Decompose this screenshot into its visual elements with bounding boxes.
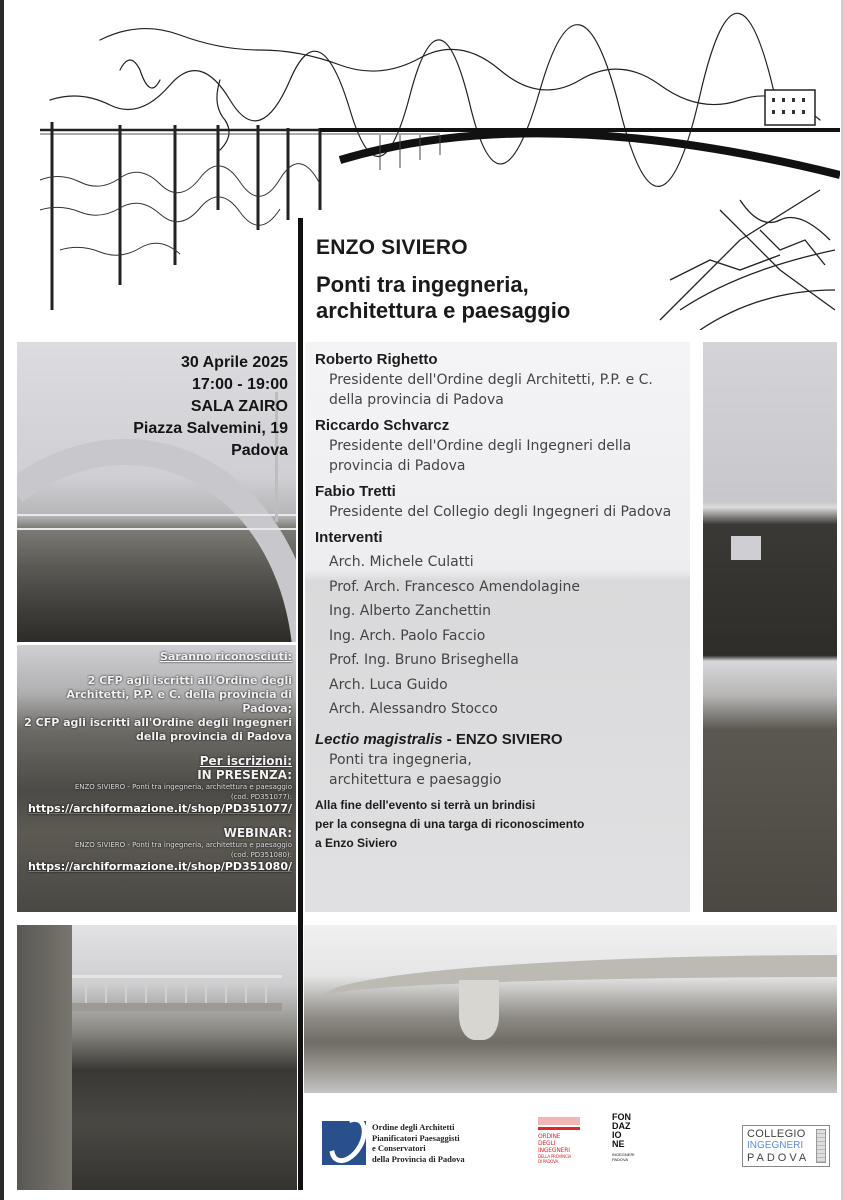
speaker-name: ENZO SIVIERO bbox=[316, 236, 468, 259]
closing-line2: per la consegna di una targa di riconoscimento bbox=[315, 816, 585, 831]
logo-text-line: della Provincia di Padova bbox=[372, 1153, 465, 1164]
bridge-window bbox=[731, 536, 761, 560]
intervention-item: Prof. Ing. Bruno Briseghella bbox=[329, 652, 519, 668]
greeting-name: Roberto Righetto bbox=[315, 351, 438, 368]
credits-panel bbox=[22, 650, 292, 874]
logo-text-line: DI PADOVA bbox=[538, 1159, 558, 1164]
greeting-role: Presidente dell'Ordine degli Architetti, P.P. e C. della provincia di Padova bbox=[329, 372, 653, 408]
bridge-pier bbox=[459, 980, 499, 1040]
logo-text-line: INGEGNERI bbox=[538, 1147, 570, 1154]
greeting-item bbox=[315, 482, 680, 522]
event-info bbox=[133, 352, 288, 462]
talk-title-line1: Ponti tra ingegneria, bbox=[316, 272, 529, 297]
intervention-item: Arch. Luca Guido bbox=[329, 676, 448, 693]
webinar-link[interactable]: https://archiformazione.it/shop/PD351080/ bbox=[27, 860, 292, 873]
closing-line1: Alla fine dell'evento si terrà un brindisi bbox=[315, 797, 536, 812]
photo-footbridge-willow bbox=[17, 925, 297, 1190]
lectio-title-line1: Ponti tra ingegneria, bbox=[329, 751, 472, 768]
footbridge-shape bbox=[67, 975, 282, 1011]
logo-text-line: Ordine degli Architetti bbox=[372, 1122, 455, 1132]
closing-note bbox=[315, 796, 680, 853]
logo-bar bbox=[538, 1127, 580, 1130]
title-block bbox=[316, 236, 570, 324]
greeting-role: Presidente del Collegio degli Ingegneri di Padova bbox=[329, 504, 672, 520]
event-date: 30 Aprile 2025 bbox=[180, 354, 288, 371]
intervention-item: Ing. Arch. Paolo Faccio bbox=[329, 627, 486, 644]
logo-ordine-architetti bbox=[322, 1121, 465, 1165]
logo-text-line: DEGLI bbox=[538, 1140, 556, 1147]
webinar-course: ENZO SIVIERO - Ponti tra ingegneria, architettura e paesaggio bbox=[74, 841, 292, 849]
logo-bar bbox=[538, 1117, 580, 1125]
logo-collegio-ingegneri bbox=[742, 1125, 830, 1167]
logo-text-line: PADOVA bbox=[747, 1152, 810, 1164]
event-address: Piazza Salvemini, 19 bbox=[133, 420, 288, 437]
ordine-architetti-text bbox=[372, 1122, 465, 1164]
credits-engineers: 2 CFP agli iscritti all'Ordine degli Ingegneri della provincia di Padova bbox=[24, 716, 292, 743]
talk-title bbox=[316, 272, 570, 324]
logo-subtext: INGEGNERI PADOVA bbox=[612, 1152, 635, 1162]
lectio-heading bbox=[315, 730, 680, 750]
registration-heading: Per iscrizioni: bbox=[199, 754, 292, 768]
bridge-rail bbox=[17, 528, 296, 530]
logo-text-line: DAZ bbox=[612, 1121, 631, 1131]
webinar-code: (cod. PD351080): bbox=[230, 851, 292, 859]
greeting-name: Riccardo Schvarcz bbox=[315, 417, 450, 434]
tower-icon bbox=[816, 1129, 826, 1163]
bridge-deck-shape bbox=[324, 955, 837, 1015]
lectio-speaker: ENZO SIVIERO bbox=[455, 730, 563, 748]
in-person-course: ENZO SIVIERO - Ponti tra ingegneria, architettura e paesaggio bbox=[74, 783, 292, 791]
interventions-heading: Interventi bbox=[315, 529, 383, 546]
closing-line3: a Enzo Siviero bbox=[315, 835, 398, 850]
photo-concrete-bridge bbox=[304, 925, 837, 1093]
ordine-architetti-emblem-icon bbox=[322, 1121, 366, 1165]
logo-text-line: INGEGNERI bbox=[747, 1140, 804, 1151]
bridge-rail bbox=[17, 514, 296, 516]
logo-text-line: IO bbox=[612, 1130, 622, 1140]
intervention-item: Prof. Arch. Francesco Amendolagine bbox=[329, 578, 580, 595]
event-time: 17:00 - 19:00 bbox=[191, 376, 288, 393]
logo-ordine-ingegneri bbox=[538, 1117, 580, 1169]
program-panel bbox=[305, 342, 690, 912]
in-person-code: (cod. PD351077): bbox=[230, 793, 292, 801]
logo-text-line: DELLA PROVINCIA bbox=[538, 1154, 572, 1159]
webinar-label: WEBINAR: bbox=[223, 826, 292, 840]
greeting-role: Presidente dell'Ordine degli Ingegneri della provincia di Padova bbox=[329, 438, 632, 474]
lectio-separator: - bbox=[442, 730, 456, 748]
logo-text-line: COLLEGIO bbox=[747, 1128, 806, 1140]
in-person-link[interactable]: https://archiformazione.it/shop/PD351077/ bbox=[27, 802, 292, 815]
lectio-title bbox=[315, 750, 680, 790]
intervention-item: Arch. Alessandro Stocco bbox=[329, 701, 498, 717]
willow-tree bbox=[17, 925, 72, 1190]
photo-bridge-underside bbox=[703, 342, 837, 912]
event-city: Padova bbox=[231, 442, 288, 459]
left-border bbox=[0, 0, 4, 1200]
logo-text-line: NE bbox=[612, 1139, 625, 1149]
greeting-item bbox=[315, 416, 680, 476]
lectio-label: Lectio magistralis bbox=[315, 730, 443, 748]
interventions-list bbox=[315, 550, 680, 722]
credits-heading: Saranno riconosciuti: bbox=[160, 650, 292, 663]
logo-text-line: FON bbox=[612, 1112, 631, 1122]
talk-title-line2: architettura e paesaggio bbox=[316, 298, 571, 323]
greeting-name: Fabio Tretti bbox=[315, 483, 396, 500]
logo-fondazione bbox=[612, 1113, 638, 1162]
event-venue: SALA ZAIRO bbox=[190, 398, 288, 415]
credits-architects: 2 CFP agli iscritti all'Ordine degli Architetti, P.P. e C. della provincia di Padova; bbox=[66, 674, 292, 715]
intervention-item: Arch. Michele Culatti bbox=[329, 554, 474, 570]
greeting-item bbox=[315, 350, 680, 410]
intervention-item: Ing. Alberto Zanchettin bbox=[329, 603, 491, 619]
vertical-divider-line bbox=[298, 218, 303, 1190]
logo-text-line: e Conservatori bbox=[372, 1143, 426, 1153]
logo-text-line: ORDINE bbox=[538, 1133, 561, 1140]
logo-text-line: Pianificatori Paesaggisti bbox=[372, 1132, 460, 1143]
lectio-title-line2: architettura e paesaggio bbox=[329, 771, 502, 788]
in-person-label: IN PRESENZA: bbox=[197, 768, 292, 782]
